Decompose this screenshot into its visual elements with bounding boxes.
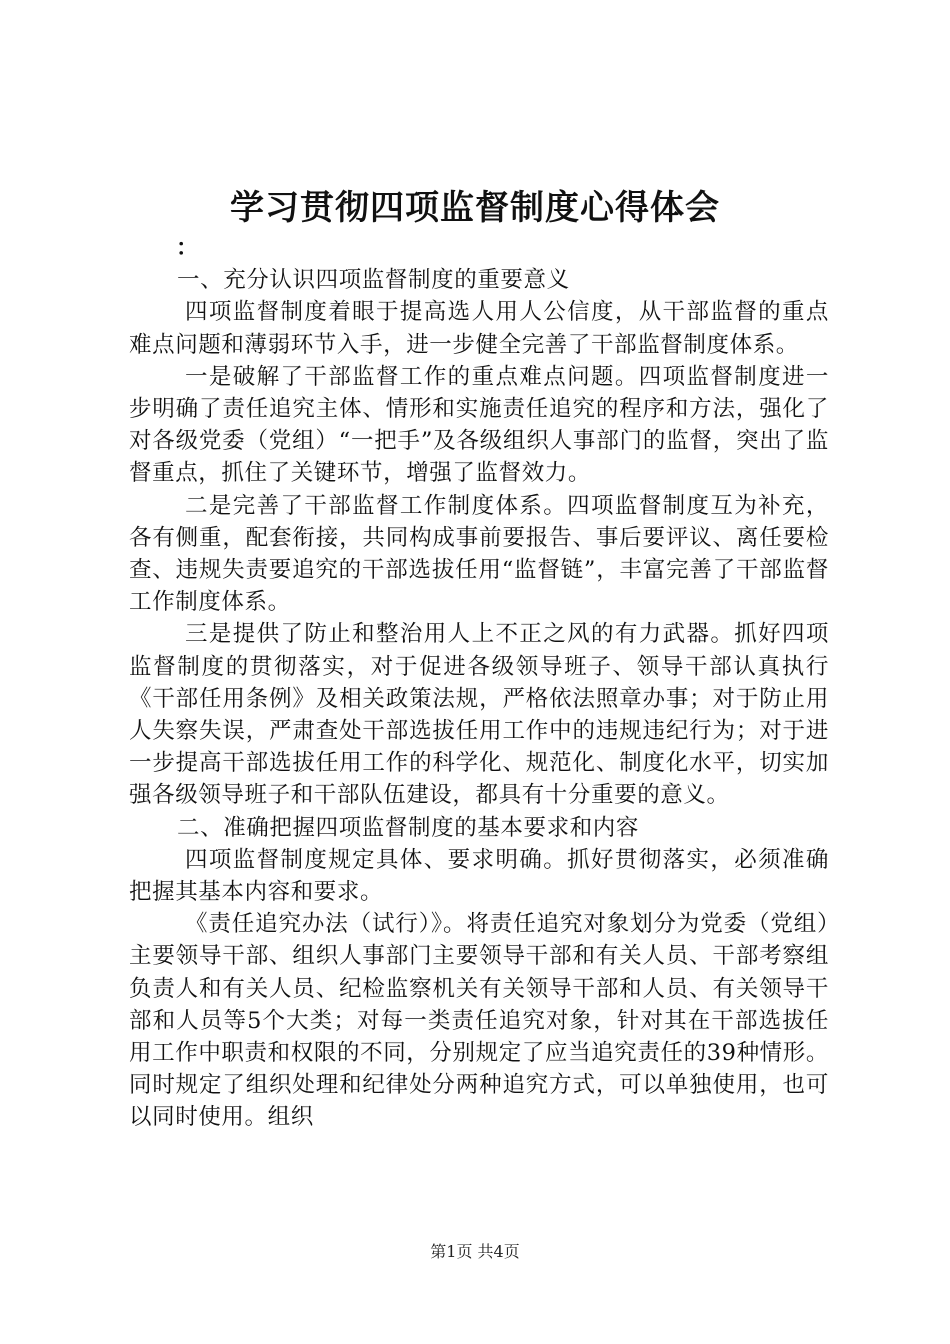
body-paragraph: 二是完善了干部监督工作制度体系。四项监督制度互为补充，各有侧重，配套衔接，共同构成事前要报告、事后要评议、离任要检查、违规失责要追究的干部选拔任用“监督链”，丰富完善了干部监督工作制度体系。 [129, 492, 829, 616]
section-heading: 一、充分认识四项监督制度的重要意义 [177, 267, 570, 294]
page-footer: 第1页 共4页 [430, 1242, 520, 1261]
section-heading: 二、准确把握四项监督制度的基本要求和内容 [177, 814, 640, 841]
document-body [129, 232, 829, 1134]
body-paragraph: 四项监督制度着眼于提高选人用人公信度，从干部监督的重点难点问题和薄弱环节入手，进一步健全完善了干部监督制度体系。 [129, 299, 829, 358]
body-paragraph: 三是提供了防止和整治用人上不正之风的有力武器。抓好四项监督制度的贯彻落实，对于促进各级领导班子、领导干部认真执行《干部任用条例》及相关政策法规，严格依法照章办事；对于防止用人失察失误，严肃查处干部选拔任用工作中的违规违纪行为；对于进一步提高干部选拔任用工作的科学化、规范化、制度化水平，切实加强各级领导班子和干部队伍建设，都具有十分重要的意义。 [129, 621, 829, 809]
body-paragraph: 一是破解了干部监督工作的重点难点问题。四项监督制度进一步明确了责任追究主体、情形和实施责任追究的程序和方法，强化了对各级党委（党组）“一把手”及各级组织人事部门的监督，突出了监督重点，抓住了关键环节，增强了监督效力。 [129, 363, 829, 487]
body-paragraph: 四项监督制度规定具体、要求明确。抓好贯彻落实，必须准确把握其基本内容和要求。 [129, 846, 829, 906]
body-paragraph: ： [176, 235, 200, 261]
body-paragraph: 《责任追究办法（试行）》。将责任追究对象划分为党委（党组）主要领导干部、组织人事部门主要领导干部和有关人员、干部考察组负责人和有关人员、纪检监察机关有关领导干部和人员、有关领导干部和人员等5个大类；对每一类责任追究对象，针对其在干部选拔任用工作中职责和权限的不同，分别规定了应当追究责任的39种情形。同时规定了组织处理和纪律处分两种追究方式，可以单独使用，也可以同时使用。组织 [129, 911, 829, 1131]
document-title: 学习贯彻四项监督制度心得体会 [230, 188, 720, 228]
